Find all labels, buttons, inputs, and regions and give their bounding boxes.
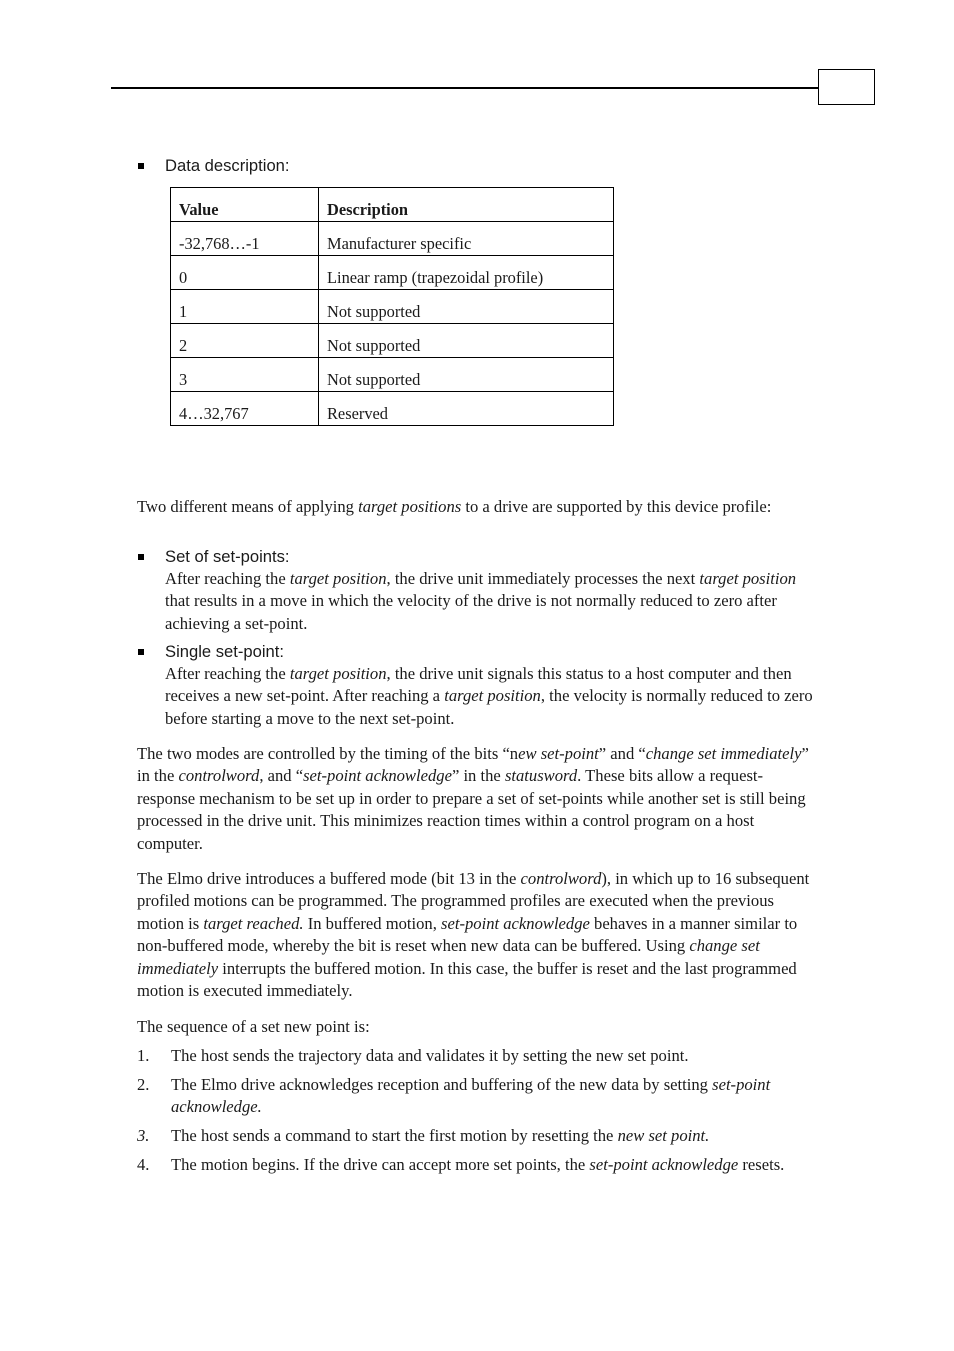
- table-row: [171, 324, 614, 358]
- step-number: 4.: [137, 1155, 150, 1174]
- table-cell-value: -32,768…-1: [171, 222, 319, 256]
- step-number: 2.: [137, 1075, 150, 1094]
- single-setpoint-text: After reaching the target position, the drive unit signals this status to a host computer and then receives a new set-point. After reaching a target position, the velocity is normally reduced to zero before starting a move to the next set-point.: [165, 664, 813, 728]
- sequence-intro: The sequence of a set new point is:: [137, 1017, 370, 1036]
- step-number: 3.: [137, 1126, 150, 1145]
- page-number-box: [818, 69, 875, 105]
- step-text: The host sends a command to start the first motion by resetting the new set point.: [171, 1126, 710, 1145]
- step-text: The motion begins. If the drive can accept more set points, the set-point acknowledge resets.: [171, 1155, 785, 1174]
- table-cell-value: 3: [171, 358, 319, 392]
- table-cell-value: 0: [171, 256, 319, 290]
- table-row: [171, 358, 614, 392]
- table-header-value: Value: [171, 188, 319, 222]
- table-cell-value: 4…32,767: [171, 392, 319, 426]
- elmo-buffered-paragraph: The Elmo drive introduces a buffered mode (bit 13 in the controlword), in which up to 16 subsequent profiled motions can be programmed. The programmed profiles are executed when the previous motion is target reached. In buffered motion, set-point acknowledge behaves in a manner similar to non-buffered mode, whereby the bit is reset when new data can be buffered. Using change set immediately interrupts the buffered motion. In this case, the buffer is reset and the last programmed motion is executed immediately.: [137, 869, 810, 1001]
- single-setpoint-title: Single set-point:: [165, 642, 284, 661]
- step-text: The host sends the trajectory data and validates it by setting the new set point.: [171, 1046, 689, 1065]
- set-of-setpoints-title: Set of set-points:: [165, 547, 290, 566]
- table-cell-description: Not supported: [319, 290, 614, 324]
- data-description-label: Data description:: [165, 156, 290, 175]
- intro-paragraph: Two different means of applying target positions to a drive are supported by this device profile:: [137, 497, 772, 516]
- table-cell-description: Not supported: [319, 358, 614, 392]
- modes-paragraph: The two modes are controlled by the timing of the bits “new set-point” and “change set immediately” in the controlword, and “set-point acknowledge” in the statusword. These bits allow a request-response mechanism to be set up in order to prepare a set of set-points while another set is still being processed in the drive unit. This minimizes reaction times within a control program on a host computer.: [137, 744, 809, 853]
- step-number: 1.: [137, 1046, 150, 1065]
- table-row: [171, 290, 614, 324]
- table-cell-description: Linear ramp (trapezoidal profile): [319, 256, 614, 290]
- data-description-table: [170, 187, 614, 426]
- bullet-icon: [138, 554, 144, 560]
- header-rule: [111, 87, 819, 89]
- table-cell-value: 1: [171, 290, 319, 324]
- table-header-row: [171, 188, 614, 222]
- table-row: [171, 392, 614, 426]
- bullet-icon: [138, 163, 144, 169]
- set-of-setpoints-text: After reaching the target position, the drive unit immediately processes the next target position that results in a move in which the velocity of the drive is not normally reduced to zero after achieving a set-point.: [165, 569, 797, 633]
- table-cell-description: Reserved: [319, 392, 614, 426]
- step-text: The Elmo drive acknowledges reception and buffering of the new data by setting set-point acknowledge.: [171, 1075, 771, 1117]
- table-cell-description: Not supported: [319, 324, 614, 358]
- table-row: [171, 256, 614, 290]
- table-row: [171, 222, 614, 256]
- table-cell-description: Manufacturer specific: [319, 222, 614, 256]
- bullet-icon: [138, 649, 144, 655]
- table-header-description: Description: [319, 188, 614, 222]
- table-cell-value: 2: [171, 324, 319, 358]
